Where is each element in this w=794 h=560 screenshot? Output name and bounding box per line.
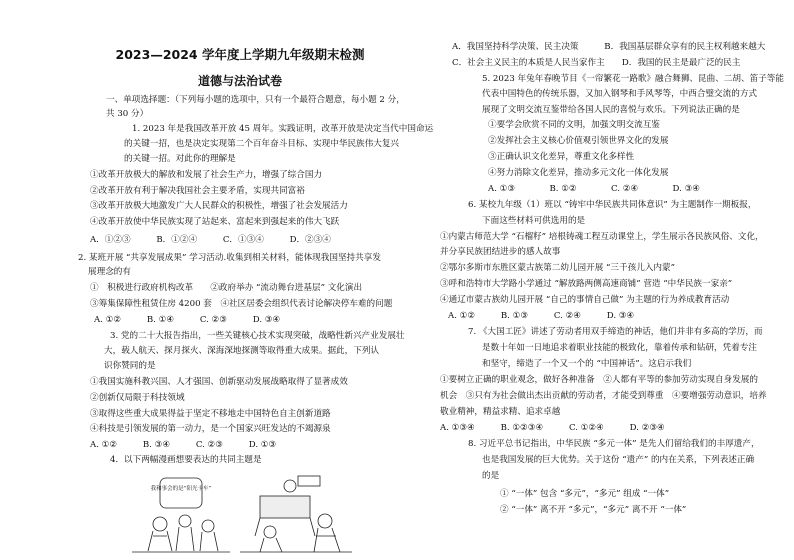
question-2-stem: 2. 某班开展 “共享发展成果” 学习活动.收集到相关材料，能体现我国坚持共享发 — [78, 253, 381, 263]
question-3-choices: A. ①② B. ③④ C. ②③ D. ①③ — [90, 440, 277, 450]
question-1-option: ①改革开放极大的解放和发展了社会生产力，增强了综合国力 — [90, 170, 323, 180]
question-5-stem: 展现了文明交流互鉴带给各国人民的喜悦与欢乐。下列说法正确的是 — [482, 105, 740, 115]
question-4-choices: C．社会主义民主的本质是人民当家作主 D．我国的民主是最广泛的民主 — [452, 58, 741, 68]
question-7-option: ①要树立正确的职业观念，做好各种准备 ②人都有平等的参加劳动实现自身发展的 — [440, 375, 758, 385]
cartoon-illustrations — [130, 466, 355, 556]
question-7-choices: A. ①③④ B. ①②③④ C. ①②④ D. ②③④ — [440, 423, 665, 433]
question-3-option: ④科技是引领发展的第一动力，是一个国家兴旺发达的不竭源泉 — [90, 424, 331, 434]
exam-subtitle: 道德与法治试卷 — [197, 74, 282, 88]
question-3-option: ③取得这些重大成果得益于坚定不移地走中国特色自主创新道路 — [90, 409, 331, 419]
question-2-choices: A. ①② B. ①④ C. ②③ D. ③④ — [94, 315, 281, 325]
exam-title: 2023—2024 学年度上学期九年级期末检测 — [115, 47, 365, 62]
question-1-stem: 1. 2023 年是我国改革开放 45 周年。实践证明，改革开放是决定当代中国命运 — [132, 124, 434, 134]
question-4-choices: A．我国坚持科学决策、民主决策 B．我国基层群众享有的民主权利越来越大 — [452, 42, 766, 52]
question-1-option: ②改革开放有利于解决我国社会主要矛盾，实现共同富裕 — [90, 186, 305, 196]
question-1-choices: A．①②③ B．①②④ C．①③④ D．②③④ — [90, 235, 331, 245]
question-6-option: 并分享民族团结进步的感人故事 — [440, 247, 561, 257]
question-7-option: 机会 ③只有为社会做出杰出贡献的劳动者，才能受到尊重 ④要增强劳动意识，培养 — [440, 391, 767, 401]
question-6-option: ①内蒙古师范大学 “石榴籽” 培根铸魂工程互动课堂上，学生展示各民族风俗、文化， — [440, 232, 764, 242]
question-8-option: ① “一体” 包含 “多元”，“多元” 组成 “一体” — [500, 489, 670, 499]
question-5-option: ②发挥社会主义核心价值观引领世界文化的发展 — [488, 136, 669, 146]
cartoon-caption: 我和事会的是“阳光卡车” — [150, 486, 212, 492]
question-1-stem: 的关键一招，也是决定实现第二个百年奋斗目标、实现中华民族伟大复兴 — [124, 139, 400, 149]
question-3-stem: 3. 党的二十大报告指出，一些关键核心技术实现突破，战略性新兴产业发展壮 — [110, 331, 405, 341]
question-8-option: ② “一体” 离不开 “多元”，“多元” 离不开 “一体” — [500, 505, 687, 515]
question-2-stem: 展理念的有 — [88, 267, 131, 277]
question-3-stem: 大，载人航天、探月探火、深海深地探测等取得重大成果。据此，下列认 — [104, 346, 380, 356]
section-heading-cont: 共 30 分） — [106, 109, 149, 119]
question-3-option: ②创新仅局限于科技领域 — [90, 393, 185, 403]
question-5-option: ①要学会欣赏不同的文明，加强文明交流互鉴 — [488, 120, 660, 130]
question-8-stem: 也是我国发展的巨大优势。关于这份 “遗产” 的内在关系，下列表述正确 — [482, 455, 755, 465]
question-8-stem: 的是 — [482, 471, 500, 481]
question-6-choices: A. ①② B. ①③ C. ②④ D. ③④ — [448, 311, 635, 321]
question-5-choices: A. ①③ B. ①② C. ②④ D. ③④ — [488, 184, 700, 194]
section-heading: 一、单项选择题：（下列每小题的选项中，只有一个最符合题意，每小题 2 分， — [106, 95, 405, 105]
question-6-option: ②鄂尔多斯市东胜区蒙古族第二幼儿园开展 “三千孩儿入内蒙” — [440, 263, 675, 273]
question-5-stem: 代表中国特色的传统乐器，又加入钢琴和手风琴等，中西合璧交流的方式 — [482, 89, 758, 99]
question-6-option: ④通辽市蒙古族幼儿园开展 “自己的事情自己做” 为主题的行为养成教育活动 — [440, 295, 730, 305]
question-5-option: ③正确认识文化差异，尊重文化多样性 — [488, 152, 635, 162]
question-5-option: ④努力消除文化差异，推动多元文化一体化发展 — [488, 168, 669, 178]
cartoon-left — [132, 478, 230, 552]
question-8-stem: 8. 习近平总书记指出，中华民族 “多元一体” 是先人们留给我们的丰厚遗产， — [468, 439, 760, 449]
question-7-option: 敬业精神，精益求精、追求卓越 — [440, 407, 561, 417]
question-4-stem: 4．以下两幅漫画想要表达的共同主题是 — [110, 455, 262, 465]
question-7-stem: 7. 《大国工匠》讲述了劳动者用双手缔造的神话，他们并非有多高的学历，而 — [468, 327, 763, 337]
question-6-stem: 下面这些材料可供选用的是 — [482, 216, 586, 226]
cartoon-right — [240, 476, 352, 552]
question-3-option: ①我国实施科教兴国、人才强国、创新驱动发展战略取得了显著成效 — [90, 377, 348, 387]
question-2-option: ③筹集保障性租赁住房 4200 套 ④社区居委会组织代表讨论解决停车难的问题 — [90, 299, 393, 309]
question-6-stem: 6. 某校九年级（1）班以 “铸牢中华民族共同体意识” 为主题制作一期板报， — [468, 200, 757, 210]
question-5-stem: 5. 2023 年兔年春晚节目《一帘繁花一路歌》融合舞狮、昆曲、二胡、笛子等能 — [482, 74, 784, 84]
question-2-option: ① 积极进行政府机构改革 ②政府举办 “流动舞台进基层” 文化演出 — [90, 283, 363, 293]
question-7-stem: 和坚守，缔造了一个又一个的 “中国神话”。这启示我们 — [482, 359, 692, 369]
question-1-option: ③改革开放极大地激发广大人民群众的积极性，增强了社会发展活力 — [90, 201, 348, 211]
question-7-stem: 是数十年如一日地追求着职业技能的极致化，靠着传承和钻研，凭着专注 — [482, 343, 758, 353]
question-6-option: ③呼和浩特市大学路小学通过 “解放路两侧高速商铺” 营造 “中华民族一家亲” — [440, 279, 733, 289]
question-1-stem: 的关键一招。对此你的理解是 — [124, 154, 236, 164]
question-1-option: ④改革开放使中华民族实现了站起来、富起来到强起来的伟大飞跃 — [90, 217, 340, 227]
question-3-stem: 识你赞同的是 — [104, 361, 156, 371]
